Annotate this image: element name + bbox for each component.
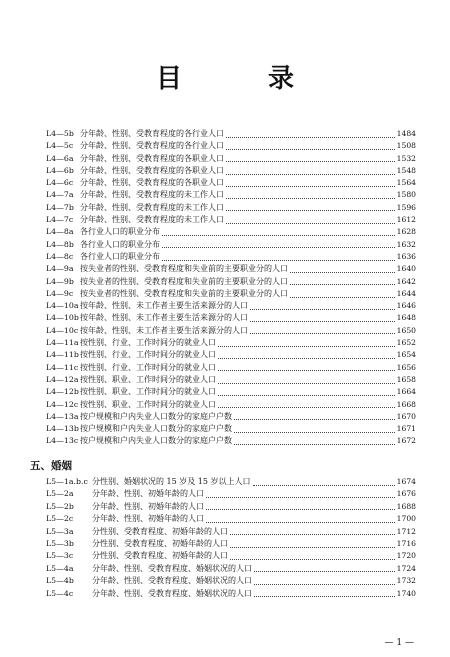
dot-leader xyxy=(250,313,395,322)
toc-entry-code: L5—4b xyxy=(46,576,74,586)
toc-entry[interactable] xyxy=(46,189,416,201)
dot-leader xyxy=(218,387,395,396)
dot-leader xyxy=(226,215,395,224)
toc-entry-page: 1484 xyxy=(396,129,416,138)
dot-leader xyxy=(218,350,395,359)
dot-leader xyxy=(230,526,395,535)
toc-entry-title: 分年龄、性别、初婚年龄的人口 xyxy=(92,514,204,524)
toc-entry-code: L4—8a xyxy=(46,227,74,237)
toc-entry[interactable] xyxy=(46,251,416,263)
toc-entry[interactable] xyxy=(46,550,416,562)
dot-leader xyxy=(226,166,395,175)
toc-entry-title: 按性别、行业、工作时间分的就业人口 xyxy=(80,350,216,360)
toc-entry-title: 按性别、行业、工作时间分的就业人口 xyxy=(80,362,216,372)
dot-leader xyxy=(162,227,395,236)
dot-leader xyxy=(218,338,395,347)
dot-leader xyxy=(230,551,395,560)
toc-entry-code: L4—10a xyxy=(46,301,79,311)
toc-entry-code: L4—12b xyxy=(46,387,79,397)
toc-entry-page: 1658 xyxy=(396,374,416,384)
toc-entry-page: 1676 xyxy=(396,489,416,499)
toc-entry-page: 1564 xyxy=(396,178,416,188)
toc-entry-page: 1508 xyxy=(396,141,416,151)
toc-entry[interactable] xyxy=(46,411,416,423)
toc-entry[interactable] xyxy=(46,177,416,189)
dot-leader xyxy=(162,239,395,248)
toc-entry[interactable] xyxy=(46,349,416,361)
toc-entry-code: L4—9c xyxy=(46,288,74,298)
toc-entry-code: L4—6c xyxy=(46,178,74,188)
toc-entry[interactable] xyxy=(46,538,416,550)
dot-leader xyxy=(218,362,395,371)
toc-entry-code: L4—7b xyxy=(46,202,74,212)
toc-entry-page: 1656 xyxy=(396,362,416,372)
dot-leader xyxy=(234,424,395,433)
toc-entry-title: 各行业人口的职业分布 xyxy=(80,227,160,237)
dot-leader xyxy=(254,576,395,585)
toc-entry-code: L4—13b xyxy=(46,424,79,434)
toc-entry-title: 分年龄、性别、初婚年龄的人口 xyxy=(92,489,204,499)
toc-entry-page: 1700 xyxy=(396,514,416,524)
toc-entry-page: 1740 xyxy=(396,588,416,598)
toc-entry-code: L4—9a xyxy=(46,264,74,274)
toc-entry[interactable] xyxy=(46,588,416,600)
toc-entry[interactable] xyxy=(46,239,416,251)
toc-entry-code: L4—12c xyxy=(46,399,79,409)
toc-entry-code: L5—3c xyxy=(46,551,74,561)
toc-entry-title: 分年龄、性别、受教育程度的未工作人口 xyxy=(80,190,224,200)
toc-entry[interactable] xyxy=(46,575,416,587)
toc-entry-code: L4—11a xyxy=(46,338,79,348)
dot-leader xyxy=(206,501,395,510)
toc-entry-title: 按年龄、性别、未工作者主要生活来源分的人口 xyxy=(80,325,248,335)
toc-entry[interactable] xyxy=(46,399,416,411)
toc-entry-page: 1688 xyxy=(396,501,416,511)
toc-entry-title: 分年龄、性别、受教育程度的各行业人口 xyxy=(80,129,224,138)
toc-entry-code: L4—11b xyxy=(46,350,79,360)
toc-entry-page: 1674 xyxy=(396,477,416,486)
toc-entry-title: 分年龄、性别、受教育程度、婚姻状况的人口 xyxy=(92,576,252,586)
toc-entry-title: 按性别、职业、工作时间分的就业人口 xyxy=(80,399,216,409)
toc-entry-code: L4—8b xyxy=(46,239,74,249)
toc-entry-title: 分性别、受教育程度、初婚年龄的人口 xyxy=(92,526,228,536)
dot-leader xyxy=(230,539,395,548)
toc-entry[interactable] xyxy=(46,337,416,349)
toc-entry-title: 按户规模和户内失业人口数分的家庭户户数 xyxy=(80,424,232,434)
toc-entry-page: 1650 xyxy=(396,325,416,335)
toc-entry-title: 按年龄、性别、未工作者主要生活来源分的人口 xyxy=(80,313,248,323)
toc-entry-page: 1648 xyxy=(396,313,416,323)
dot-leader xyxy=(250,325,395,334)
page-title: 目 录 xyxy=(155,64,324,94)
dot-leader xyxy=(226,178,395,187)
toc-entry-page: 1670 xyxy=(396,411,416,421)
dot-leader xyxy=(290,276,395,285)
dot-leader xyxy=(218,375,395,384)
toc-entry-page: 1724 xyxy=(396,563,416,573)
toc-entry-page: 1671 xyxy=(396,424,416,434)
dot-leader xyxy=(226,129,395,138)
toc-entry[interactable] xyxy=(46,140,416,152)
toc-entry[interactable] xyxy=(46,374,416,386)
toc-entry-title: 分年龄、性别、受教育程度的各职业人口 xyxy=(80,153,224,163)
toc-entry-page: 1654 xyxy=(396,350,416,360)
toc-entry-code: L5—2b xyxy=(46,501,74,511)
dot-leader xyxy=(250,301,395,310)
toc-entry-page: 1646 xyxy=(396,301,416,311)
toc-entry-title: 按户规模和户内失业人口数分的家庭户户数 xyxy=(80,436,232,446)
dot-leader xyxy=(162,252,395,261)
toc-entry[interactable] xyxy=(46,312,416,324)
toc-entry-title: 分年龄、性别、初婚年龄的人口 xyxy=(92,501,204,511)
toc-entry-title: 按失业者的性别、受教育程度和失业前的主要职业分的人口 xyxy=(80,264,288,274)
toc-entry[interactable] xyxy=(46,476,416,488)
toc-entry-title: 按失业者的性别、受教育程度和失业前的主要职业分的人口 xyxy=(80,276,288,286)
toc-list-section-5 xyxy=(46,476,416,600)
toc-entry-title: 分性别、受教育程度、初婚年龄的人口 xyxy=(92,538,228,548)
toc-entry-title: 分性别、婚姻状况的 15 岁及 15 岁以上人口 xyxy=(92,477,251,486)
toc-entry-title: 分年龄、性别、受教育程度的各职业人口 xyxy=(80,165,224,175)
toc-entry-code: L4—13a xyxy=(46,411,79,421)
toc-entry-code: L4—10c xyxy=(46,325,79,335)
toc-entry-page: 1596 xyxy=(396,202,416,212)
dot-leader xyxy=(253,477,395,486)
toc-entry[interactable] xyxy=(46,300,416,312)
toc-entry[interactable] xyxy=(46,202,416,214)
toc-entry-code: L4—5c xyxy=(46,141,74,151)
dot-leader xyxy=(290,289,395,298)
toc-entry-title: 分年龄、性别、受教育程度、婚姻状况的人口 xyxy=(92,588,252,598)
toc-entry-title: 分年龄、性别、受教育程度、婚姻状况的人口 xyxy=(92,563,252,573)
toc-entry[interactable] xyxy=(46,563,416,575)
page-number: — 1 — xyxy=(384,638,414,648)
toc-entry-code: L4—10b xyxy=(46,313,79,323)
toc-entry-page: 1628 xyxy=(396,227,416,237)
toc-entry[interactable] xyxy=(46,288,416,300)
dot-leader xyxy=(206,514,395,523)
toc-list-section-4 xyxy=(46,128,416,448)
toc-entry-page: 1716 xyxy=(396,538,416,548)
dot-leader xyxy=(218,399,395,408)
toc-entry-title: 按性别、职业、工作时间分的就业人口 xyxy=(80,387,216,397)
toc-entry-page: 1642 xyxy=(396,276,416,286)
toc-entry-title: 按年龄、性别、未工作者主要生活来源分的人口 xyxy=(80,301,248,311)
toc-entry-title: 按户规模和户内失业人口数分的家庭户户数 xyxy=(80,411,232,421)
dot-leader xyxy=(234,411,395,420)
toc-entry-page: 1632 xyxy=(396,239,416,249)
toc-entry-code: L4—6a xyxy=(46,153,74,163)
toc-entry-code: L5—2c xyxy=(46,514,74,524)
toc-entry-page: 1548 xyxy=(396,165,416,175)
toc-entry-page: 1612 xyxy=(396,215,416,225)
toc-entry-page: 1636 xyxy=(396,251,416,261)
toc-entry-code: L5—3b xyxy=(46,538,74,548)
toc-entry-code: L5—1a.b.c xyxy=(46,477,88,486)
toc-entry-code: L5—3a xyxy=(46,526,74,536)
toc-entry-title: 分年龄、性别、受教育程度的各职业人口 xyxy=(80,178,224,188)
toc-entry-page: 1672 xyxy=(396,436,416,446)
toc-entry-code: L4—7a xyxy=(46,190,74,200)
toc-entry-code: L4—7c xyxy=(46,215,74,225)
toc-entry[interactable] xyxy=(46,513,416,525)
toc-entry[interactable] xyxy=(46,362,416,374)
dot-leader xyxy=(254,563,395,572)
toc-entry-page: 1644 xyxy=(396,288,416,298)
toc-entry-code: L4—13c xyxy=(46,436,79,446)
toc-entry-code: L5—4a xyxy=(46,563,74,573)
dot-leader xyxy=(226,141,395,150)
toc-entry-title: 按性别、职业、工作时间分的就业人口 xyxy=(80,374,216,384)
toc-entry[interactable] xyxy=(46,435,416,447)
dot-leader xyxy=(226,202,395,211)
toc-entry[interactable] xyxy=(46,423,416,435)
toc-entry-page: 1532 xyxy=(396,153,416,163)
toc-entry[interactable] xyxy=(46,276,416,288)
toc-entry-title: 分性别、受教育程度、初婚年龄的人口 xyxy=(92,551,228,561)
section-heading-marriage: 五、婚姻 xyxy=(30,460,72,472)
toc-entry-code: L4—9b xyxy=(46,276,74,286)
toc-entry-title: 分年龄、性别、受教育程度的各行业人口 xyxy=(80,141,224,151)
dot-leader xyxy=(254,588,395,597)
toc-entry[interactable] xyxy=(46,488,416,500)
toc-entry-code: L4—6b xyxy=(46,165,74,175)
dot-leader xyxy=(290,264,395,273)
toc-entry-page: 1732 xyxy=(396,576,416,586)
toc-entry[interactable] xyxy=(46,128,416,140)
dot-leader xyxy=(226,190,395,199)
toc-entry-page: 1580 xyxy=(396,190,416,200)
toc-entry-code: L4—11c xyxy=(46,362,79,372)
toc-entry-code: L5—2a xyxy=(46,489,74,499)
toc-entry[interactable] xyxy=(46,501,416,513)
toc-entry-title: 各行业人口的职业分布 xyxy=(80,239,160,249)
toc-entry-page: 1652 xyxy=(396,338,416,348)
toc-entry-title: 分年龄、性别、受教育程度的未工作人口 xyxy=(80,215,224,225)
toc-entry-page: 1664 xyxy=(396,387,416,397)
toc-entry-code: L4—8c xyxy=(46,251,74,261)
toc-entry-page: 1720 xyxy=(396,551,416,561)
toc-entry[interactable] xyxy=(46,165,416,177)
toc-entry-title: 按失业者的性别、受教育程度和失业前的主要职业分的人口 xyxy=(80,288,288,298)
toc-entry-page: 1640 xyxy=(396,264,416,274)
toc-entry-title: 各行业人口的职业分布 xyxy=(80,251,160,261)
toc-entry[interactable] xyxy=(46,386,416,398)
toc-entry[interactable] xyxy=(46,325,416,337)
toc-entry[interactable] xyxy=(46,153,416,165)
dot-leader xyxy=(226,153,395,162)
toc-entry-title: 按性别、行业、工作时间分的就业人口 xyxy=(80,338,216,348)
toc-entry[interactable] xyxy=(46,263,416,275)
dot-leader xyxy=(206,489,395,498)
toc-entry[interactable] xyxy=(46,526,416,538)
toc-entry[interactable] xyxy=(46,214,416,226)
toc-entry-page: 1668 xyxy=(396,399,416,409)
toc-entry-code: L4—5b xyxy=(46,129,74,138)
toc-entry-code: L5—4c xyxy=(46,588,74,598)
toc-entry[interactable] xyxy=(46,226,416,238)
toc-entry-title: 分年龄、性别、受教育程度的未工作人口 xyxy=(80,202,224,212)
toc-entry-page: 1712 xyxy=(396,526,416,536)
dot-leader xyxy=(234,436,395,445)
toc-entry-code: L4—12a xyxy=(46,374,79,384)
